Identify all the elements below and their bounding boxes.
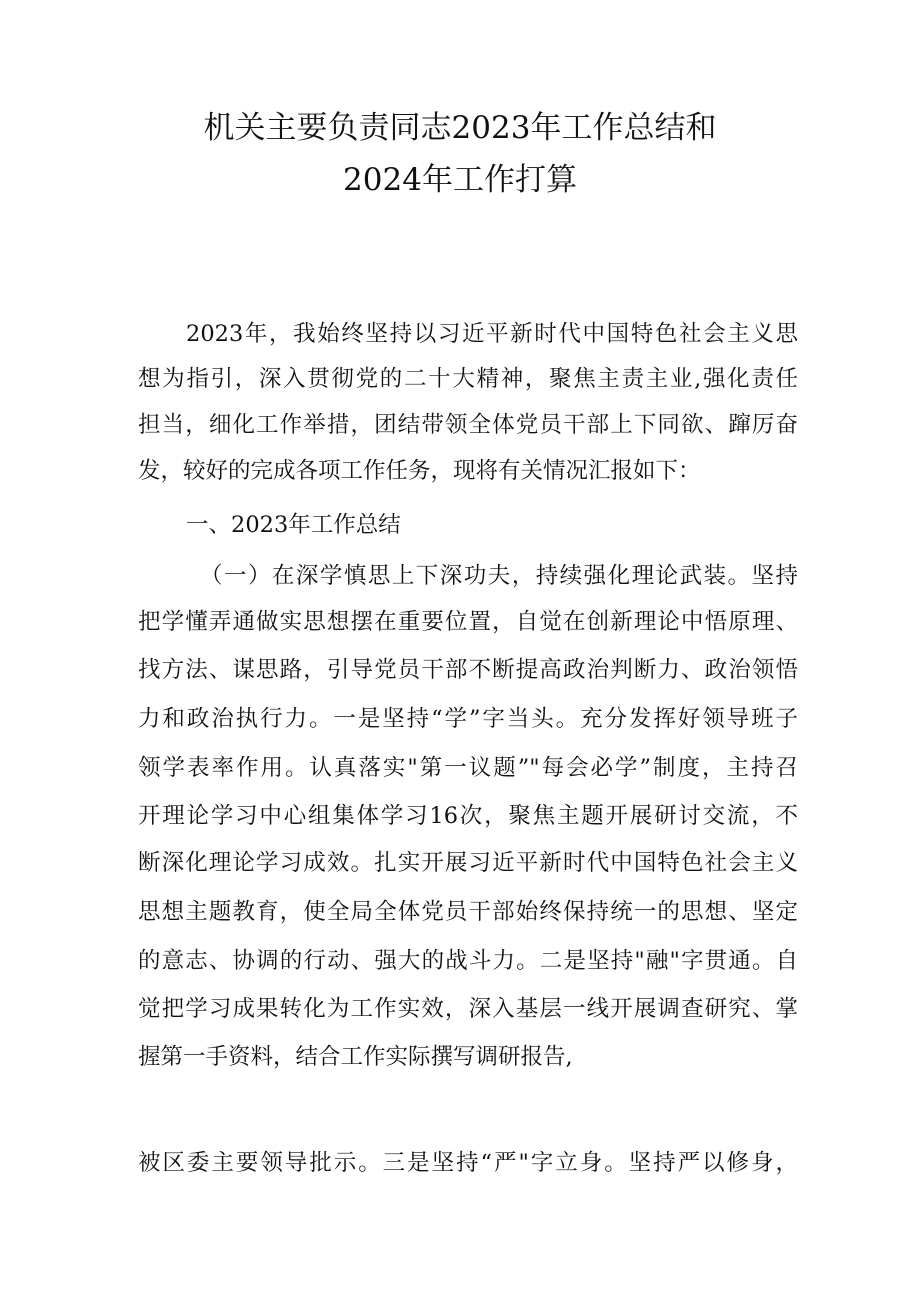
document-title-line-1: 机关主要负责同志2023年工作总结和 — [203, 110, 717, 146]
paragraph-line: 力和政治执行力。一是坚持“学”字当头。充分发挥好领导班子 — [138, 706, 798, 732]
paragraph-line: 断深化理论学习成效。扎实开展习近平新时代中国特色社会主义 — [138, 850, 798, 876]
paragraph-line: 担当，细化工作举措，团结带领全体党员干部上下同欲、蹿厉奋 — [138, 412, 798, 438]
paragraph-line: 思想主题教育，使全局全体党员干部始终保持统一的思想、坚定 — [138, 899, 798, 925]
paragraph-line: 发，较好的完成各项工作任务，现将有关情况汇报如下： — [138, 458, 701, 484]
paragraph-line: 找方法、谋思路，引导党员干部不断提高政治判断力、政治领悟 — [138, 657, 798, 683]
paragraph-line: 握第一手资料，结合工作实际撰写调研报告, — [138, 1044, 573, 1070]
paragraph-line: （一）在深学慎思上下深功夫，持续强化理论武装。坚持 — [200, 563, 798, 589]
section-heading: 一、2023年工作总结 — [186, 512, 401, 538]
paragraph-line: 领学表率作用。认真落实"第一议题”"每会必学”制度，主持召 — [138, 755, 798, 781]
paragraph-line: 把学懂弄通做实思想摆在重要位置，自觉在创新理论中悟原理、 — [138, 609, 798, 635]
paragraph-line: 的意志、协调的行动、强大的战斗力。二是坚持"融"字贯通。自 — [138, 948, 798, 974]
paragraph-line: 想为指引，深入贯彻党的二十大精神，聚焦主责主业,强化责任 — [138, 366, 798, 392]
paragraph-line: 觉把学习成果转化为工作实效，深入基层一线开展调查研究、掌 — [138, 996, 798, 1022]
document-title-line-2: 2024年工作打算 — [343, 162, 577, 198]
paragraph-line: 被区委主要领导批示。三是坚持“严"字立身。坚持严以修身， — [138, 1150, 798, 1176]
paragraph-line: 开理论学习中心组集体学习16次，聚焦主题开展研讨交流，不 — [138, 803, 798, 829]
paragraph-line: 2023年，我始终坚持以习近平新时代中国特色社会主义思 — [186, 321, 798, 347]
